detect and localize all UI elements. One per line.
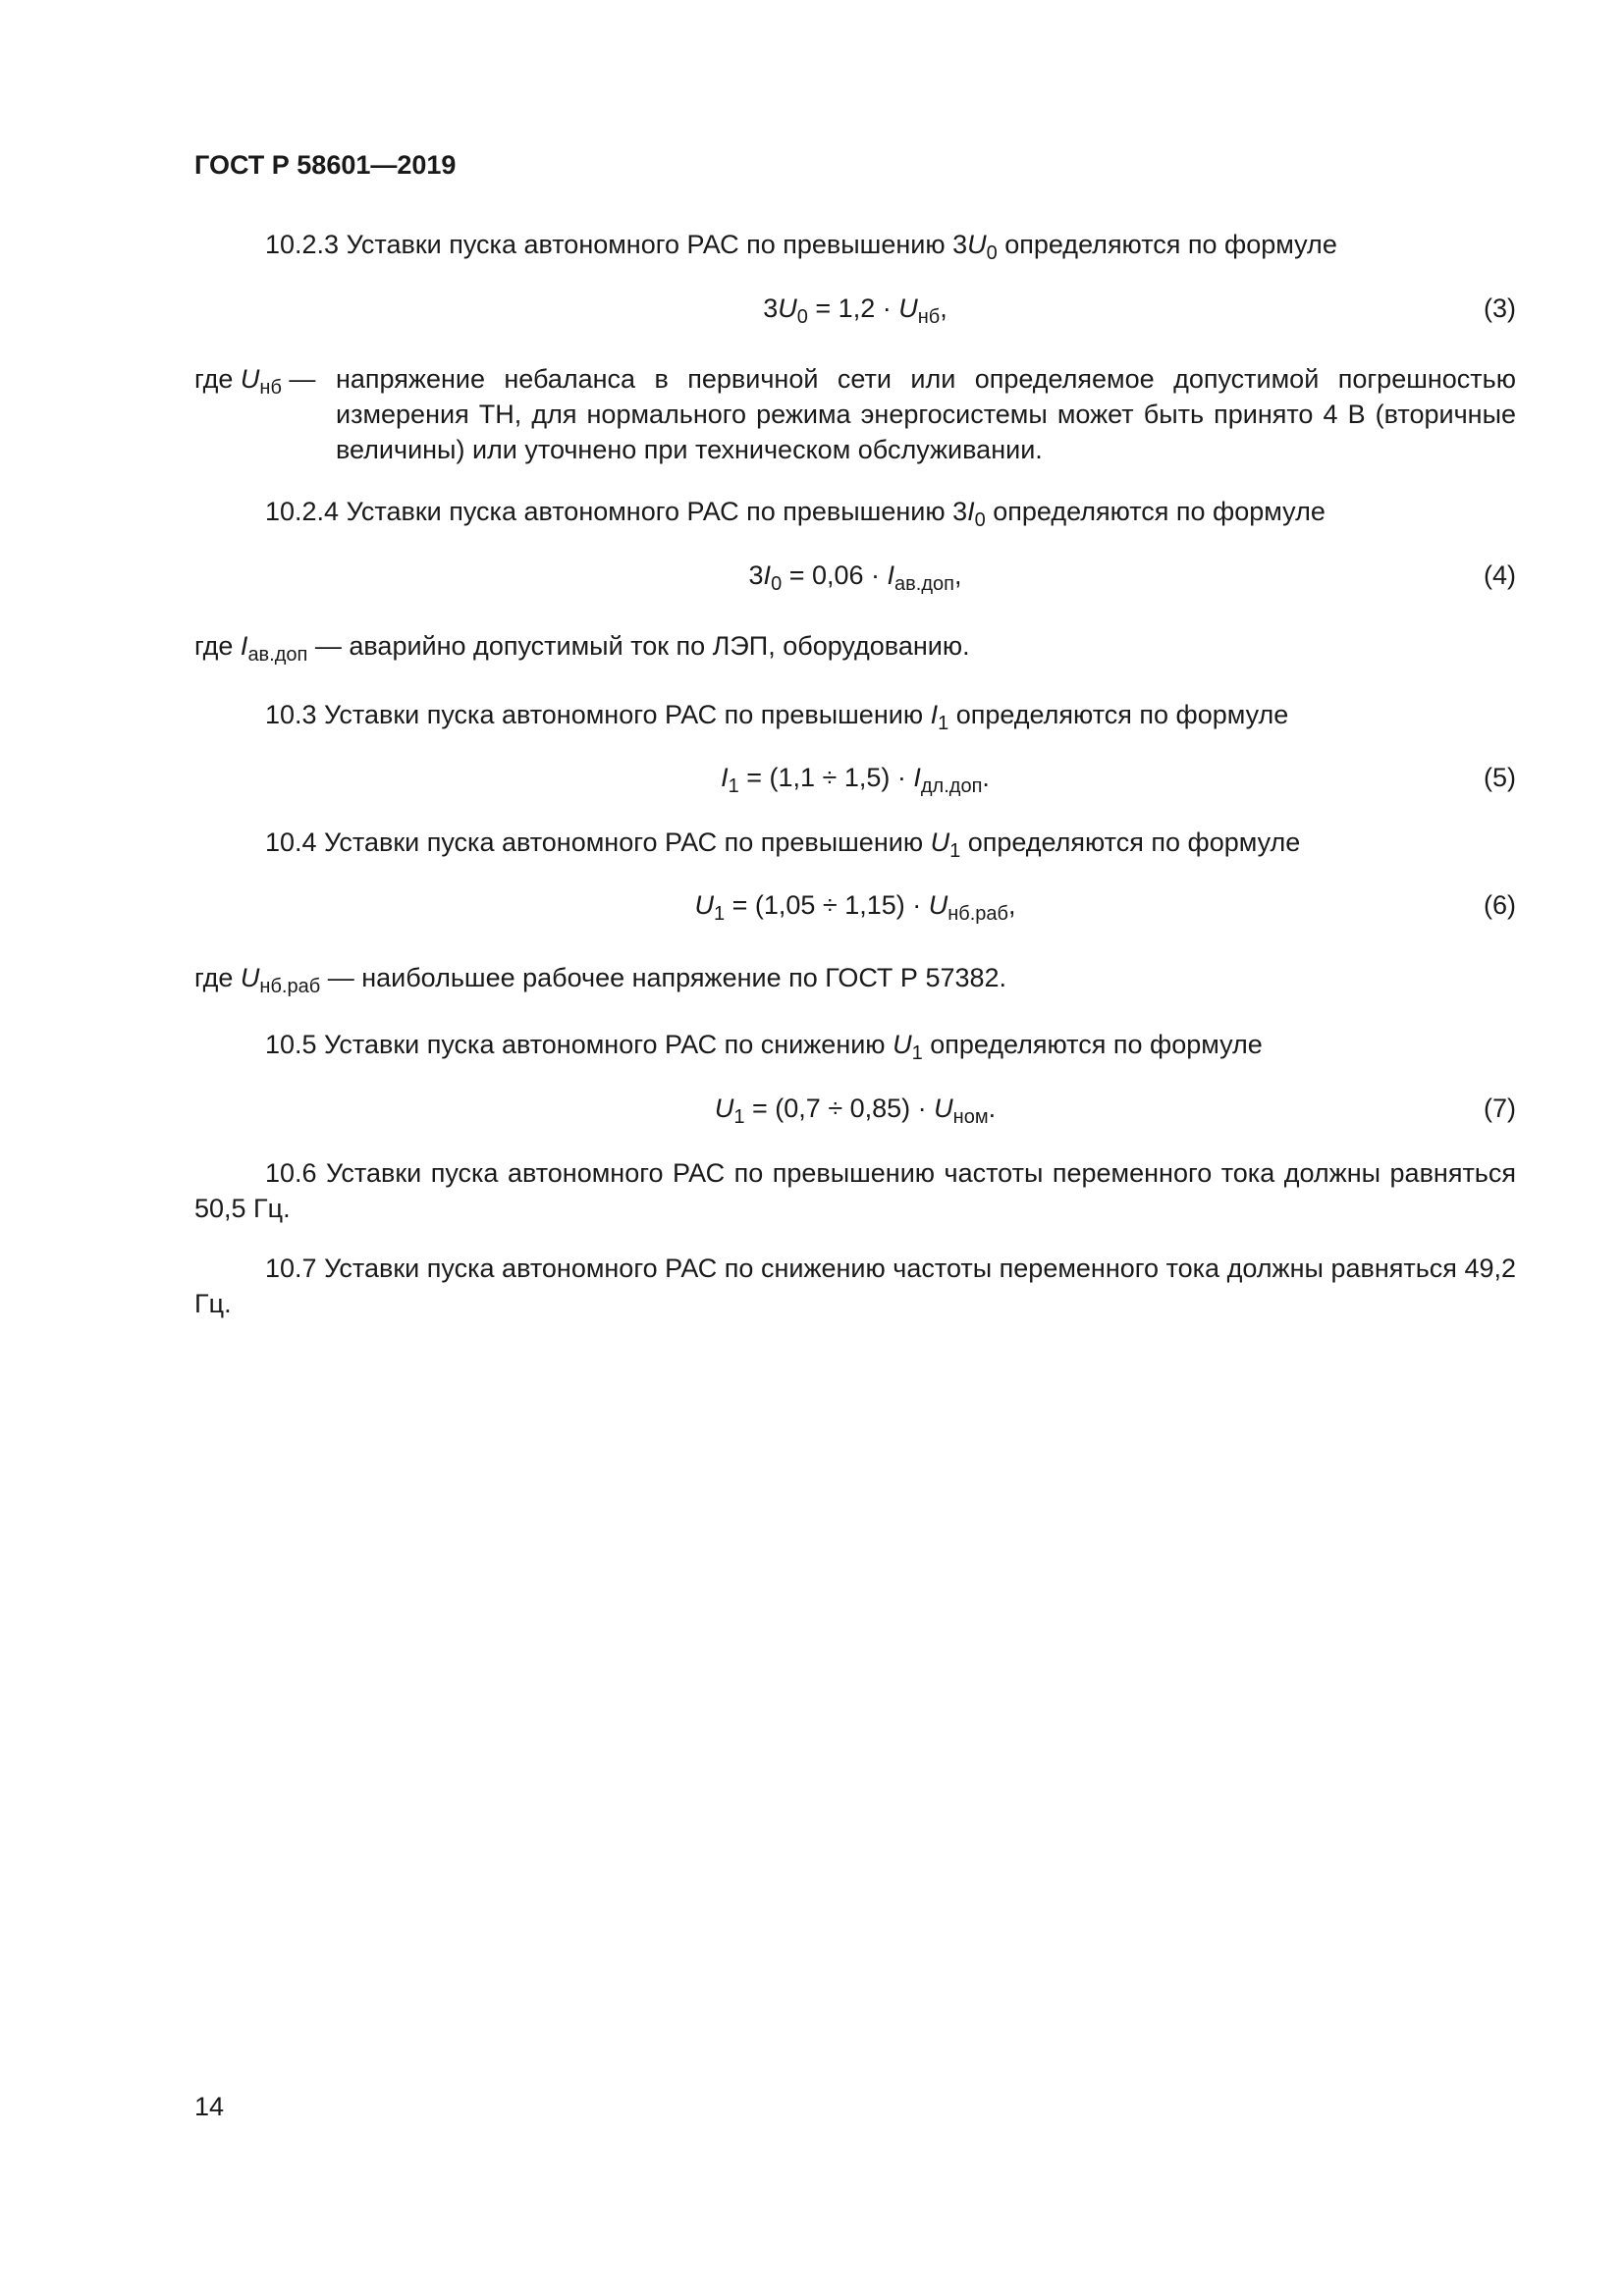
formula-4-expression: $3I_0 = 0,06 \cdot I_{ав.доп}$,: [748, 561, 962, 595]
formula-7: [194, 1091, 1516, 1130]
paragraph-10-3: 10.3 Уставки пуска автономного РАС по превышению $I_1$ определяются по формуле: [265, 700, 1289, 734]
formula-4-number: (4): [1484, 561, 1516, 590]
paragraph-10-2-3: 10.2.3 Уставки пуска автономного РАС по превышению $3U_0$ определяются по формуле: [265, 230, 1337, 264]
formula-3-number: (3): [1484, 294, 1516, 323]
formula-4: [194, 558, 1516, 597]
formula-5-number: (5): [1484, 763, 1516, 792]
formula-7-expression: $U_1 = (0,7 \div 0,85) \cdot U_{ном}$.: [714, 1094, 997, 1128]
page-number: 14: [194, 2092, 225, 2121]
where-definition-3: где $U_{нб.раб}$ — наибольшее рабочее напряжение по ГОСТ Р 57382.: [194, 963, 1007, 997]
document-header: ГОСТ Р 58601—2019: [194, 150, 457, 180]
formula-3: [194, 291, 1516, 330]
paragraph-10-5: 10.5 Уставки пуска автономного РАС по снижению $U_1$ определяются по формуле: [265, 1030, 1263, 1064]
formula-5: [194, 760, 1516, 799]
formula-7-number: (7): [1484, 1094, 1516, 1123]
formula-6-expression: $U_1 = (1,05 \div 1,15) \cdot U_{нб.раб}$,: [694, 890, 1016, 925]
formula-6: [194, 887, 1516, 927]
where-definition-1: [194, 361, 1516, 469]
formula-3-expression: $3U_0 = 1,2 \cdot U_{нб}$,: [763, 294, 947, 328]
formula-6-number: (6): [1484, 890, 1516, 920]
where-definition-2: где $I_{ав.доп}$ — аварийно допустимый ток по ЛЭП, оборудованию.: [194, 631, 970, 666]
paragraph-10-2-4: 10.2.4 Уставки пуска автономного РАС по превышению $3I_0$ определяются по формуле: [265, 497, 1326, 531]
formula-5-expression: $I_1 = (1,1 \div 1,5) \cdot I_{дл.доп}$.: [721, 763, 990, 797]
paragraph-10-6: 10.6 Уставки пуска автономного РАС по превышению частоты переменного тока должны равняться 50,5 Гц.: [194, 1158, 1516, 1223]
where-definition-text: напряжение небаланса в первичной сети или определяемое допустимой погрешностью измерения ТН, для нормального режима энергосистемы может быть принято 4 В (вторичные величины) или уточнено при техническом обслуживании.: [336, 364, 1516, 464]
where-label: где $U_{нб}$ —: [194, 364, 316, 399]
paragraph-10-4: 10.4 Уставки пуска автономного РАС по превышению $U_1$ определяются по формуле: [265, 828, 1301, 862]
paragraph-10-7: 10.7 Уставки пуска автономного РАС по снижению частоты переменного тока должны равняться 49,2 Гц.: [194, 1254, 1516, 1318]
